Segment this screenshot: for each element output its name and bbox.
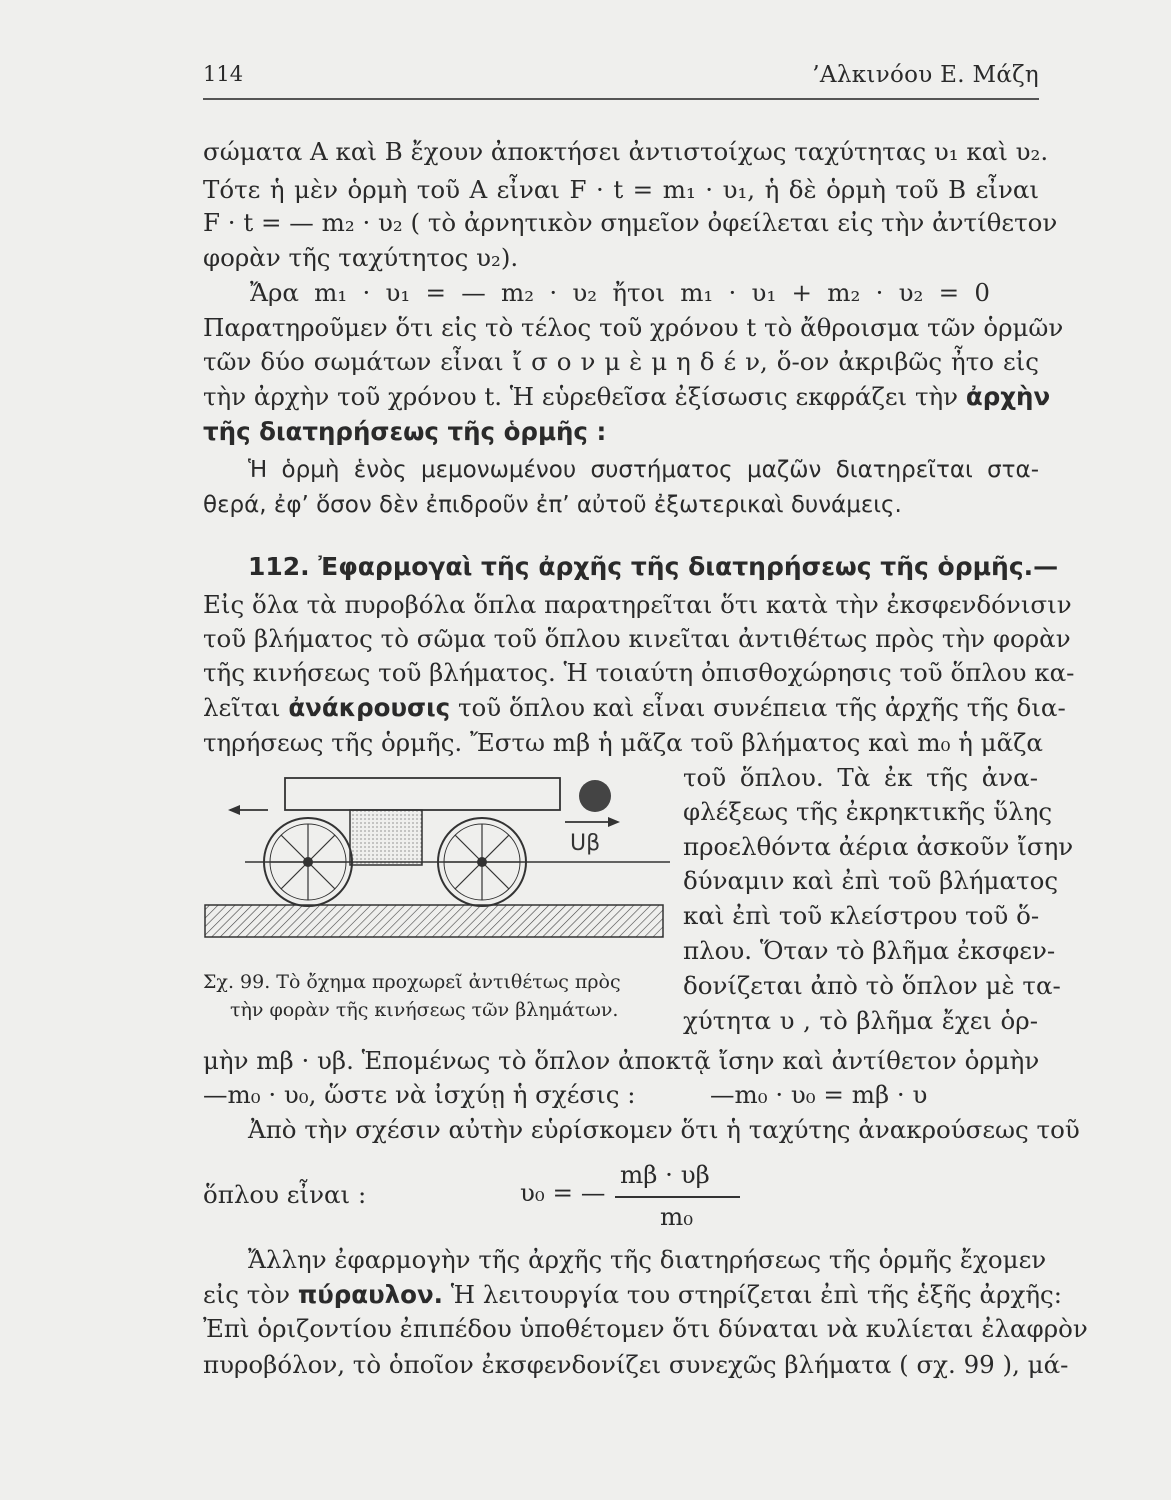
text-line: τοῦ βλήματος τὸ σῶμα τοῦ ὅπλου κινεῖται ἀντιθέτως πρὸς τὴν φορὰν xyxy=(203,624,1071,653)
formula-numerator: mβ · υβ xyxy=(620,1160,710,1189)
figure-drawing xyxy=(200,770,680,970)
text-line: Ἐπὶ ὁριζοντίου ἐπιπέδου ὑποθέτομεν ὅτι δύναται νὰ κυλίεται ἐλαφρὸν xyxy=(203,1314,1088,1343)
projectile-ball xyxy=(579,780,611,812)
text-line: F · t = — m₂ · υ₂ ( τὸ ἀρνητικὸν σημεῖον ὀφείλεται εἰς τὴν ἀντίθετον xyxy=(203,208,1058,237)
page-number: 114 xyxy=(203,62,244,86)
section-number: 112. xyxy=(248,552,310,581)
gun-barrel xyxy=(285,778,560,810)
text-line: μὴν mβ · υβ. Ἑπομένως τὸ ὅπλον ἀποκτᾷ ἴσην καὶ ἀντίθετον ὁρμὴν xyxy=(203,1046,1040,1075)
text-line: προελθόντα ἀέρια ἀσκοῦν ἴσην xyxy=(683,832,1074,861)
text-line: —m₀ · υ₀, ὥστε νὰ ἰσχύῃ ἡ σχέσις : xyxy=(203,1080,636,1109)
section-title: Ἐφαρμογαὶ τῆς ἀρχῆς τῆς διατηρήσεως τῆς ὁρμῆς.— xyxy=(318,552,1059,581)
text-line: δονίζεται ἀπὸ τὸ ὅπλον μὲ τα- xyxy=(683,971,1061,1000)
text-line: σώματα Α καὶ Β ἔχουν ἀποκτήσει ἀντιστοίχως ταχύτητας υ₁ καὶ υ₂. xyxy=(203,137,1049,166)
text-line: τῆς κινήσεως τοῦ βλήματος. Ἡ τοιαύτη ὀπισθοχώρησις τοῦ ὅπλου κα- xyxy=(203,658,1075,687)
text-line: Ἄλλην ἐφαρμογὴν τῆς ἀρχῆς τῆς διατηρήσεως τῆς ὁρμῆς ἔχομεν xyxy=(248,1245,1047,1274)
running-head: ’Αλκινόου Ε. Μάζη xyxy=(812,62,1039,88)
text-line: Τότε ἡ μὲν ὁρμὴ τοῦ Α εἶναι F · t = m₁ · υ₁, ἡ δὲ ὁρμὴ τοῦ Β εἶναι xyxy=(203,175,1039,204)
figure-caption-line: Σχ. 99. Τὸ ὄχημα προχωρεῖ ἀντιθέτως πρὸς xyxy=(203,971,621,993)
text-span: τῆς ἑξῆς ἀρχῆς: xyxy=(866,1280,1062,1309)
equation-inline: —m₀ · υ₀ = mβ · υ xyxy=(710,1080,928,1109)
bold-term: πύραυλον. xyxy=(297,1280,443,1309)
text-line: Παρατηροῦμεν ὅτι εἰς τὸ τέλος τοῦ χρόνου t τὸ ἄθροισμα τῶν ὁρμῶν xyxy=(203,313,1064,342)
bold-term: ἀνάκρουσις xyxy=(288,693,451,722)
text-line: Ἀπὸ τὴν σχέσιν αὐτὴν εὑρίσκομεν ὅτι ἡ ταχύτης ἀνακρούσεως τοῦ xyxy=(248,1115,1080,1144)
velocity-arrow-head xyxy=(608,817,620,827)
text-line: ὅπλου εἶναι : xyxy=(203,1180,367,1209)
figure-caption-line: τὴν φορὰν τῆς κινήσεως τῶν βλημάτων. xyxy=(230,999,619,1021)
text-span: Ἡ λειτουργία του στηρίζεται ἐπὶ xyxy=(450,1280,860,1309)
text-span: τοῦ ὅπλου καὶ εἶναι συνέπεια τῆς ἀρχῆς τῆς δια- xyxy=(457,693,1066,722)
text-line: τοῦ ὅπλου. Τὰ ἐκ τῆς ἀνα- xyxy=(683,763,1038,792)
wheel-left xyxy=(264,818,352,906)
recoil-arrow-head xyxy=(228,805,240,815)
figure-cannon-cart xyxy=(200,770,680,970)
page-header xyxy=(203,58,1039,100)
text-line: καὶ ἐπὶ τοῦ κλείστρου τοῦ ὅ- xyxy=(683,901,1040,930)
recoil-velocity-formula xyxy=(520,1160,750,1240)
text-line: τῶν δύο σωμάτων εἶναι ἴ σ ο ν μ ὲ μ η δ έ ν, ὅ-ον ἀκριβῶς ἦτο εἰς xyxy=(203,347,1039,376)
text-line: δύναμιν καὶ ἐπὶ τοῦ βλήματος xyxy=(683,866,1059,895)
text-span: εἰς τὸν xyxy=(203,1280,291,1309)
text-span: λεῖται xyxy=(203,693,281,722)
section-heading xyxy=(248,552,1059,581)
text-line: πυροβόλον, τὸ ὁποῖον ἐκσφενδονίζει συνεχῶς βλήματα ( σχ. 99 ), μά- xyxy=(203,1350,1069,1379)
text-line xyxy=(203,382,1051,412)
text-line: πλου. Ὅταν τὸ βλῆμα ἐκσφεν- xyxy=(683,936,1056,965)
equation-line: Ἄρα m₁ · υ₁ = — m₂ · υ₂ ἤτοι m₁ · υ₁ + m₂ · υ₂ = 0 xyxy=(250,278,990,307)
formula-denominator: m₀ xyxy=(660,1202,694,1231)
wheel-right xyxy=(438,818,526,906)
bold-term-line: τῆς διατηρήσεως τῆς ὁρμῆς : xyxy=(203,417,607,446)
velocity-label: Uβ xyxy=(570,831,601,856)
principle-line: Ἡ ὁρμὴ ἑνὸς μεμονωμένου συστήματος μαζῶν διατηρεῖται στα- xyxy=(248,457,1039,483)
text-line: φορὰν τῆς ταχύτητος υ₂). xyxy=(203,243,519,272)
formula-lhs: υ₀ = — xyxy=(520,1178,606,1207)
principle-line: θερά, ἐφ’ ὅσον δὲν ἐπιδροῦν ἐπ’ αὐτοῦ ἐξωτερικαὶ δυνάμεις. xyxy=(203,492,902,518)
cart-body xyxy=(350,810,422,865)
text-line: τηρήσεως τῆς ὁρμῆς. Ἔστω mβ ἡ μᾶζα τοῦ βλήματος καὶ m₀ ἡ μᾶζα xyxy=(203,728,1043,757)
bold-term: ἀρχὴν xyxy=(965,382,1051,411)
text-line xyxy=(203,693,1066,723)
ground-hatch xyxy=(205,905,663,937)
text-line: Εἰς ὅλα τὰ πυροβόλα ὅπλα παρατηρεῖται ὅτι κατὰ τὴν ἐκσφενδόνισιν xyxy=(203,590,1072,619)
fraction-bar xyxy=(615,1196,740,1198)
text-line xyxy=(203,1280,1062,1310)
text-line: χύτητα υ , τὸ βλῆμα ἔχει ὁρ- xyxy=(683,1006,1038,1035)
text-span: τὴν ἀρχὴν τοῦ χρόνου t. Ἡ εὑρεθεῖσα ἐξίσωσις εκφράζει τὴν xyxy=(203,382,959,411)
text-line: φλέξεως τῆς ἐκρηκτικῆς ὕλης xyxy=(683,797,1053,826)
